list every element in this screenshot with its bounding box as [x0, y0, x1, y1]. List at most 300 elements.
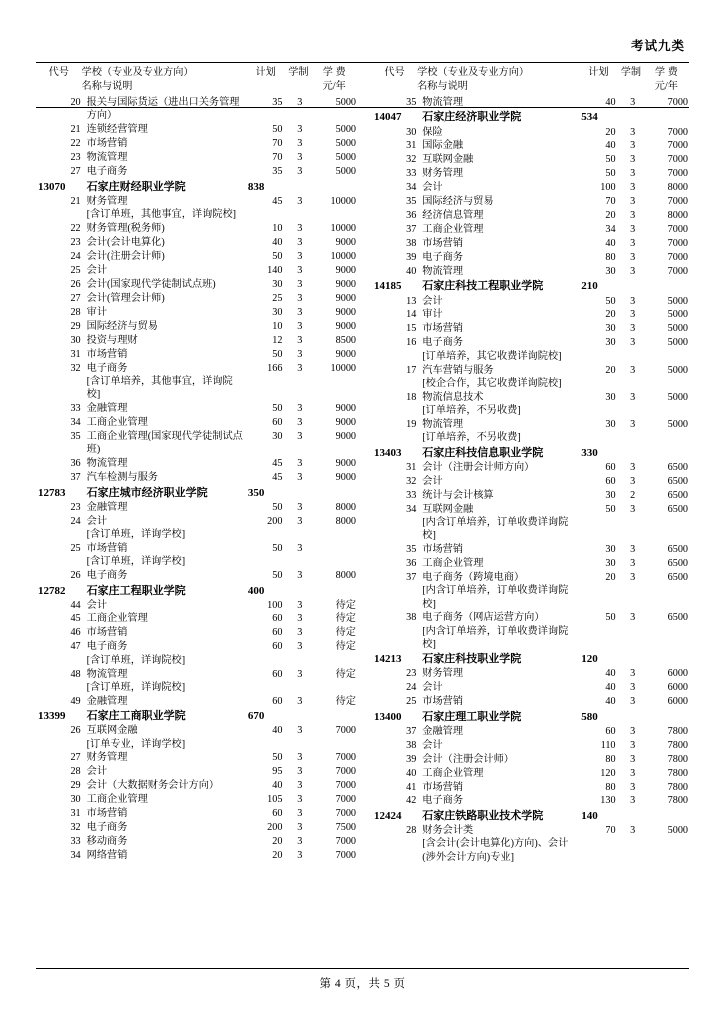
major-name-cell	[422, 209, 579, 223]
major-plan: 50	[605, 154, 616, 166]
bottom-divider	[36, 968, 689, 969]
major-name-cell	[87, 347, 246, 361]
major-code: 45	[70, 613, 81, 625]
table-row	[36, 361, 356, 401]
major-plan: 110	[600, 739, 616, 751]
major-name-cell	[422, 336, 579, 363]
school-fee	[646, 109, 688, 125]
header-fee-line2: 元/年	[654, 80, 678, 92]
major-fee: 9000	[335, 416, 356, 428]
table-row	[36, 612, 356, 626]
page-footer	[0, 975, 725, 991]
major-fee: 5000	[667, 824, 688, 836]
school-row	[372, 109, 688, 125]
major-plan: 50	[272, 570, 283, 582]
major-code: 47	[70, 641, 81, 653]
table-row	[36, 793, 356, 807]
major-plan: 10	[272, 222, 283, 234]
major-plan: 50	[605, 295, 616, 307]
major-code: 25	[70, 264, 81, 276]
major-fee: 7000	[667, 266, 688, 278]
major-years: 3	[297, 416, 303, 428]
major-fee: 7000	[335, 766, 356, 778]
major-note: [含会计(会计电算化)方向)、会计(涉外会计方向)专业]	[422, 838, 569, 863]
major-plan: 60	[605, 461, 616, 473]
major-years: 3	[297, 850, 303, 862]
major-plan: 20	[605, 364, 616, 376]
table-row	[36, 333, 356, 347]
major-code: 39	[406, 753, 417, 765]
major-years: 3	[297, 599, 303, 611]
major-plan: 105	[267, 794, 283, 806]
major-name: 电子商务	[422, 252, 464, 264]
major-code: 37	[406, 224, 417, 236]
table-row	[372, 265, 688, 279]
major-years: 3	[297, 306, 303, 318]
major-name: 会计	[422, 475, 443, 487]
major-name-cell	[422, 195, 579, 209]
major-name: 工商企业管理	[422, 767, 484, 779]
major-name-cell	[87, 137, 246, 151]
major-name-cell	[422, 139, 579, 153]
major-plan: 70	[605, 196, 616, 208]
major-plan: 130	[600, 795, 616, 807]
major-fee: 5000	[667, 323, 688, 335]
major-plan: 20	[605, 309, 616, 321]
table-row	[36, 471, 356, 485]
major-years: 3	[297, 695, 303, 707]
major-years: 3	[297, 222, 303, 234]
major-name: 网络营销	[86, 850, 128, 862]
school-years	[620, 808, 646, 824]
major-plan: 140	[267, 264, 283, 276]
school-plan-total: 670	[247, 710, 265, 723]
major-plan: 40	[272, 236, 283, 248]
major-code: 39	[406, 252, 417, 264]
header-name	[82, 66, 247, 96]
major-plan: 70	[272, 152, 283, 164]
major-code: 30	[70, 794, 81, 806]
major-plan: 50	[605, 168, 616, 180]
major-fee: 10000	[330, 195, 356, 207]
major-years: 3	[630, 612, 636, 624]
major-note: [校企合作，其它收费详询院校]	[422, 378, 562, 390]
major-code: 36	[406, 210, 417, 222]
major-code: 26	[70, 278, 81, 290]
school-name: 石家庄经济职业学院	[422, 111, 522, 124]
major-plan: 40	[605, 682, 616, 694]
major-note: [订单培养，不另收费]	[422, 405, 521, 417]
page-header-title: 考试九类	[630, 39, 685, 53]
major-note: [含订单班，详询院校]	[86, 682, 186, 694]
major-code: 38	[406, 612, 417, 624]
major-years: 3	[297, 402, 303, 414]
header-fee	[312, 66, 356, 96]
major-years: 3	[630, 238, 636, 250]
major-name-cell	[87, 793, 246, 807]
table-row	[36, 263, 356, 277]
major-code: 21	[70, 195, 81, 207]
major-fee: 7000	[667, 238, 688, 250]
school-row	[372, 651, 688, 667]
table-row	[36, 500, 356, 514]
major-years: 3	[630, 252, 636, 264]
major-name: 连锁经营管理	[86, 124, 148, 136]
major-fee: 7800	[667, 725, 688, 737]
major-plan: 30	[605, 489, 616, 501]
major-code: 27	[70, 166, 81, 178]
school-plan-total: 350	[247, 486, 265, 499]
major-code: 22	[70, 222, 81, 234]
major-fee: 6500	[667, 544, 688, 555]
major-name-cell	[422, 223, 579, 237]
major-code: 33	[406, 168, 417, 180]
school-name: 石家庄工商职业学院	[86, 710, 186, 723]
major-plan: 166	[267, 362, 283, 374]
major-years: 3	[297, 472, 303, 484]
major-fee: 7000	[335, 725, 356, 737]
major-code: 35	[70, 430, 81, 442]
major-name-cell	[422, 363, 579, 390]
school-fee	[646, 709, 688, 725]
table-row	[36, 724, 356, 751]
major-name-cell	[87, 765, 246, 779]
table-row	[36, 305, 356, 319]
major-fee: 7000	[667, 252, 688, 264]
major-code: 33	[70, 836, 81, 848]
major-code: 44	[70, 599, 81, 611]
table-row	[36, 779, 356, 793]
major-name-cell	[87, 626, 246, 640]
table-row	[36, 151, 356, 165]
major-fee: 9000	[335, 306, 356, 318]
major-plan: 50	[272, 402, 283, 414]
table-row	[36, 598, 356, 612]
major-name-cell	[87, 319, 246, 333]
major-plan: 30	[272, 430, 283, 442]
major-name: 会计（大数据财务会计方向）	[86, 780, 220, 792]
major-years: 3	[630, 224, 636, 236]
major-name: 物流管理	[86, 152, 128, 164]
major-name-cell	[87, 751, 246, 765]
major-code: 19	[406, 418, 417, 430]
major-code: 28	[70, 306, 81, 318]
major-years: 3	[630, 97, 636, 109]
major-name-cell	[422, 153, 579, 167]
major-years: 3	[297, 668, 303, 680]
table-row	[372, 125, 688, 139]
major-code: 31	[406, 461, 417, 473]
major-plan: 25	[272, 292, 283, 304]
major-years: 3	[297, 822, 303, 834]
major-name-cell	[87, 500, 246, 514]
two-column-layout	[36, 66, 689, 864]
major-plan: 40	[272, 725, 283, 737]
major-fee: 7000	[667, 97, 688, 109]
major-name: 工商企业管理	[86, 613, 148, 625]
major-code: 46	[70, 627, 81, 639]
school-plan-total: 400	[247, 584, 265, 597]
major-plan: 20	[272, 850, 283, 862]
table-row	[36, 249, 356, 263]
major-name: 会计(国家现代学徒制试点班)	[86, 278, 216, 290]
major-plan: 80	[605, 252, 616, 264]
major-note: [订单专业，详询学校]	[86, 738, 186, 750]
table-row	[372, 251, 688, 265]
right-column	[362, 66, 688, 864]
major-name-cell	[87, 165, 246, 179]
major-fee: 8000	[335, 570, 356, 582]
major-fee: 7000	[667, 224, 688, 236]
header-name-line1: 学校（专业及专业方向）	[417, 67, 530, 78]
major-years: 3	[297, 725, 303, 737]
major-name-cell	[422, 322, 579, 336]
major-years: 3	[297, 836, 303, 848]
major-plan: 34	[605, 224, 616, 236]
major-fee: 6000	[667, 682, 688, 694]
major-fee: 7000	[335, 780, 356, 792]
major-fee: 7000	[335, 808, 356, 820]
major-name-cell	[87, 415, 246, 429]
major-fee: 7000	[335, 836, 356, 848]
major-fee: 10000	[330, 250, 356, 262]
table-row	[372, 96, 688, 110]
school-fee	[313, 708, 356, 724]
major-name: 工商企业管理	[422, 224, 484, 236]
header-years: 学制	[620, 67, 642, 78]
school-years	[286, 708, 313, 724]
table-row	[36, 514, 356, 541]
table-row	[372, 695, 688, 709]
major-plan: 20	[605, 571, 616, 583]
school-code: 13400	[374, 710, 402, 723]
major-name-cell	[87, 640, 246, 667]
school-plan-total: 534	[581, 111, 598, 124]
major-years: 3	[630, 725, 636, 737]
major-name-cell	[87, 835, 246, 849]
major-years: 3	[630, 391, 636, 403]
major-plan: 40	[605, 238, 616, 250]
major-name: 市场营销	[86, 542, 128, 554]
major-plan: 70	[272, 138, 283, 150]
header-plan: 计划	[588, 67, 609, 78]
major-code: 24	[70, 250, 81, 262]
major-note: [含订单培养，其他事宜，详询院校]	[86, 375, 233, 401]
major-plan: 10	[272, 320, 283, 332]
major-code: 15	[406, 323, 417, 335]
major-code: 37	[406, 725, 417, 737]
table-row	[36, 291, 356, 305]
school-code: 13399	[38, 710, 66, 723]
major-years: 3	[297, 613, 303, 625]
table-row	[372, 738, 688, 752]
table-row	[36, 640, 356, 667]
major-fee: 9000	[335, 348, 356, 360]
major-fee: 8000	[335, 515, 356, 527]
table-row	[372, 223, 688, 237]
school-name: 石家庄铁路职业技术学院	[422, 809, 544, 822]
table-row	[372, 181, 688, 195]
major-code: 34	[70, 850, 81, 862]
major-name: 市场营销	[86, 808, 128, 820]
major-fee: 7800	[667, 739, 688, 751]
major-code: 31	[70, 348, 81, 360]
major-name-cell	[422, 780, 579, 794]
school-name: 石家庄科技工程职业学院	[422, 280, 544, 293]
school-name: 石家庄科技信息职业学院	[422, 446, 544, 459]
school-fee	[313, 179, 356, 195]
major-name-cell	[422, 724, 579, 738]
major-code: 41	[406, 781, 417, 793]
header-name-line2: 名称与说明	[417, 80, 468, 92]
major-note: [内含订单培养，订单收费详询院校]	[422, 517, 569, 542]
major-name: 电子商务（跨境电商）	[422, 571, 525, 583]
major-code: 17	[406, 364, 417, 376]
table-row	[36, 96, 356, 123]
major-code: 34	[406, 503, 417, 515]
table-row	[36, 429, 356, 456]
major-name: 市场营销	[422, 781, 464, 793]
major-years: 3	[630, 309, 636, 321]
major-name: 互联网金融	[422, 503, 474, 515]
major-plan: 120	[600, 767, 616, 779]
major-name: 市场营销	[86, 138, 128, 150]
major-fee: 8000	[335, 501, 356, 513]
major-code: 20	[70, 97, 81, 109]
major-plan: 60	[272, 695, 283, 707]
major-name-cell	[87, 779, 246, 793]
major-years: 3	[630, 126, 636, 138]
school-row	[372, 709, 688, 725]
major-years: 3	[630, 475, 636, 487]
major-plan: 20	[605, 210, 616, 222]
major-name: 国际经济与贸易	[86, 320, 158, 332]
major-years: 3	[630, 767, 636, 779]
table-row	[36, 835, 356, 849]
table-row	[372, 153, 688, 167]
major-years: 3	[630, 571, 636, 583]
left-table-body	[36, 96, 356, 863]
major-fee: 6500	[667, 461, 688, 473]
major-plan: 40	[605, 97, 616, 109]
major-code: 23	[70, 236, 81, 248]
major-name-cell	[422, 390, 579, 417]
school-years	[620, 109, 646, 125]
school-code: 12424	[374, 809, 402, 822]
major-fee: 10000	[330, 362, 356, 374]
major-plan: 60	[272, 613, 283, 625]
school-years	[620, 278, 646, 294]
major-plan: 60	[605, 475, 616, 487]
major-name-cell	[87, 821, 246, 835]
major-name-cell	[422, 460, 579, 474]
major-name-cell	[87, 667, 246, 694]
major-fee: 6000	[667, 696, 688, 708]
major-fee: 6500	[667, 612, 688, 624]
major-years: 3	[297, 808, 303, 820]
major-code: 37	[70, 472, 81, 484]
major-years: 3	[297, 362, 303, 374]
major-years: 3	[297, 641, 303, 653]
major-plan: 30	[272, 306, 283, 318]
major-name: 国际金融	[422, 140, 464, 152]
major-code: 40	[406, 266, 417, 278]
major-name: 会计	[422, 682, 443, 694]
major-name-cell	[422, 543, 579, 557]
major-years: 3	[297, 250, 303, 262]
major-name: 会计（注册会计师方向）	[422, 461, 535, 473]
major-fee: 8000	[667, 182, 688, 194]
major-fee: 5000	[335, 124, 356, 136]
school-row	[372, 808, 688, 824]
major-plan: 80	[605, 753, 616, 765]
major-name-cell	[422, 167, 579, 181]
major-code: 30	[70, 334, 81, 346]
school-fee	[313, 583, 356, 599]
major-years: 3	[630, 696, 636, 708]
school-plan-total: 210	[581, 280, 598, 293]
major-fee: 6500	[667, 475, 688, 487]
major-fee: 7000	[667, 126, 688, 138]
major-plan: 60	[272, 668, 283, 680]
major-plan: 60	[272, 627, 283, 639]
table-row	[36, 123, 356, 137]
table-row	[36, 347, 356, 361]
major-fee: 待定	[335, 695, 356, 707]
major-code: 23	[70, 152, 81, 164]
major-plan: 20	[272, 836, 283, 848]
major-code: 48	[70, 668, 81, 680]
major-plan: 35	[272, 166, 283, 178]
major-name: 汽车检测与服务	[86, 472, 158, 484]
major-name-cell	[422, 766, 579, 780]
major-note: [内含订单培养，订单收费详询院校]	[422, 625, 569, 651]
major-years: 3	[297, 124, 303, 136]
table-row	[36, 694, 356, 708]
school-name: 石家庄科技职业学院	[422, 653, 522, 666]
major-fee: 6500	[667, 557, 688, 569]
table-row	[36, 569, 356, 583]
major-name-cell	[422, 611, 579, 651]
major-name-cell	[87, 291, 246, 305]
major-code: 26	[70, 725, 81, 737]
major-fee: 9000	[335, 458, 356, 470]
major-name: 财务管理	[86, 752, 128, 764]
major-code: 28	[70, 766, 81, 778]
header-name-line1: 学校（专业及专业方向）	[81, 67, 194, 78]
major-name: 财务会计类	[422, 824, 474, 836]
major-name-cell	[87, 361, 246, 401]
major-plan: 40	[605, 696, 616, 708]
major-years: 3	[630, 168, 636, 180]
major-name-cell	[422, 488, 579, 502]
major-code: 33	[70, 402, 81, 414]
major-years: 3	[630, 196, 636, 208]
table-row	[372, 752, 688, 766]
major-years: 3	[630, 418, 636, 430]
major-years: 3	[630, 140, 636, 152]
major-plan: 30	[605, 391, 616, 403]
table-row	[372, 363, 688, 390]
major-years: 3	[630, 824, 636, 836]
major-years: 3	[630, 739, 636, 751]
table-row	[36, 137, 356, 151]
top-divider	[36, 62, 689, 63]
major-code: 35	[406, 544, 417, 555]
major-years: 3	[297, 515, 303, 527]
major-note: [含订单班，其他事宜，详询院校]	[86, 209, 237, 221]
major-plan: 45	[272, 458, 283, 470]
